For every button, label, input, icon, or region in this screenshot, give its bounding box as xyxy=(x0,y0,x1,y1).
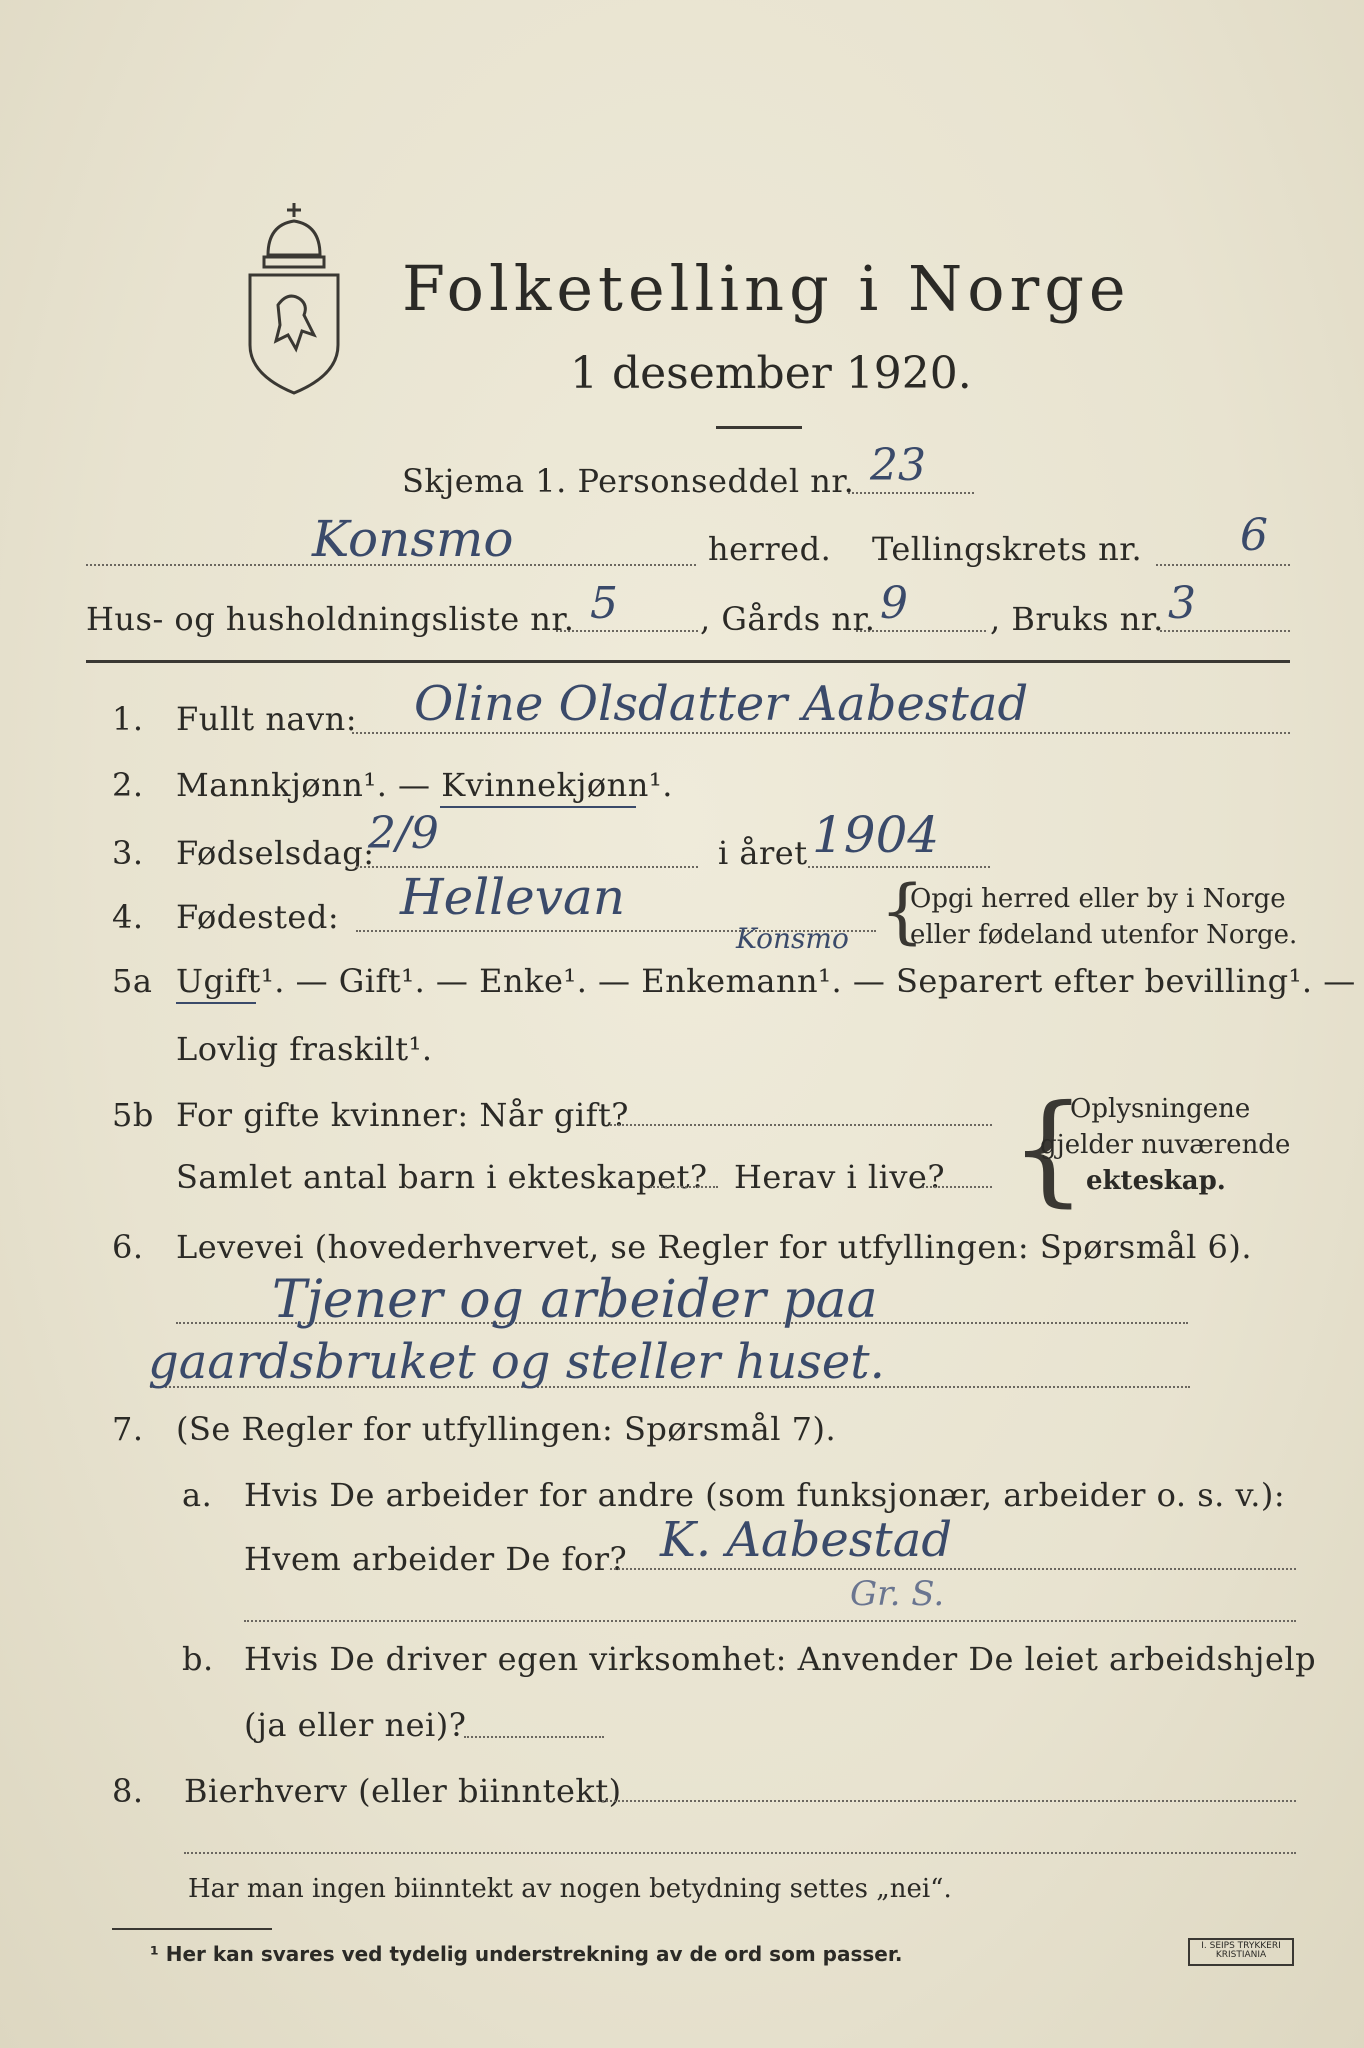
husholdningsliste-value[interactable]: 5 xyxy=(590,578,618,629)
q3-year-dotline xyxy=(808,866,990,868)
q5b-brace: { xyxy=(1010,1080,1087,1219)
q6-label: Levevei (hovederhvervet, se Regler for utfyllingen: Spørsmål 6). xyxy=(176,1228,1253,1266)
form-title: Folketelling i Norge xyxy=(402,252,1131,325)
q2-number: 2. xyxy=(112,766,144,804)
birthday-value[interactable]: 2/9 xyxy=(368,808,439,859)
footnote-divider xyxy=(112,1928,272,1930)
q5a-line1: Ugift¹. — Gift¹. — Enke¹. — Enkemann¹. — Separert efter bevilling¹. — xyxy=(176,962,1356,1000)
q7a-line1: Hvis De arbeider for andre (som funksjonær, arbeider o. s. v.): xyxy=(244,1476,1286,1514)
q8-number: 8. xyxy=(112,1772,144,1810)
husholdningsliste-label: Hus- og husholdningsliste nr. xyxy=(86,600,575,638)
gards-label: , Gårds nr. xyxy=(700,600,876,638)
tellingskrets-label: Tellingskrets nr. xyxy=(872,530,1143,568)
herred-value[interactable]: Konsmo xyxy=(312,510,514,568)
tellingskrets-dotline xyxy=(1156,564,1290,566)
q8-dotline2 xyxy=(184,1852,1296,1854)
q3-label: Fødselsdag: xyxy=(176,834,375,872)
q7b-line1: Hvis De driver egen virksomhet: Anvender De leiet arbeidshjelp xyxy=(244,1640,1317,1678)
q8-label: Bierhverv (eller biinntekt) xyxy=(184,1772,622,1810)
gards-dotline xyxy=(856,630,986,632)
header-divider xyxy=(86,660,1290,663)
q4-brace: { xyxy=(880,870,925,952)
bottom-note: Har man ingen biinntekt av nogen betydning settes „nei“. xyxy=(188,1874,952,1904)
q5b-live-dotline xyxy=(922,1186,992,1188)
tellingskrets-value[interactable]: 6 xyxy=(1240,510,1268,561)
q7b-dotline xyxy=(464,1736,604,1738)
q5b-line2a: Samlet antal barn i ekteskapet? xyxy=(176,1158,708,1196)
q5b-note2: gjelder nuværende xyxy=(1040,1130,1291,1160)
q6-number: 6. xyxy=(112,1228,144,1266)
q7a-line2: Hvem arbeider De for? xyxy=(244,1540,628,1578)
q5a-number: 5a xyxy=(112,962,153,1000)
occupation-value-line1[interactable]: Tjener og arbeider paa xyxy=(272,1270,878,1330)
skjema-label: Skjema 1. Personseddel nr. xyxy=(402,462,855,500)
q5a-line2: Lovlig fraskilt¹. xyxy=(176,1030,433,1068)
q5b-barn-dotline xyxy=(650,1186,718,1188)
title-divider xyxy=(716,426,802,429)
printer-stamp: I. SEIPS TRYKKERI KRISTIANIA xyxy=(1188,1938,1294,1966)
bruks-value[interactable]: 3 xyxy=(1168,578,1196,629)
q3-number: 3. xyxy=(112,834,144,872)
husholdningsliste-dotline xyxy=(556,630,698,632)
q7b-letter: b. xyxy=(182,1640,214,1678)
footnote: ¹ Her kan svares ved tydelig understrekning av de ord som passer. xyxy=(150,1942,903,1966)
bruks-label: , Bruks nr. xyxy=(990,600,1164,638)
q5b-note3: ekteskap. xyxy=(1086,1166,1226,1196)
gards-value[interactable]: 9 xyxy=(880,578,908,629)
q7a-letter: a. xyxy=(182,1476,213,1514)
birthplace-value[interactable]: Hellevan xyxy=(400,868,626,926)
employer-value[interactable]: K. Aabestad xyxy=(660,1512,953,1568)
q7a-dotline2 xyxy=(244,1620,1296,1622)
bruks-dotline xyxy=(1160,630,1290,632)
form-date: 1 desember 1920. xyxy=(570,348,972,399)
q1-number: 1. xyxy=(112,700,144,738)
coat-of-arms-icon xyxy=(238,195,350,395)
q3-year-label: i året xyxy=(718,834,808,872)
q4-note-line2: eller fødeland utenfor Norge. xyxy=(910,920,1298,950)
q1-dotline xyxy=(352,732,1290,734)
kvinnekjonn-underline xyxy=(440,806,636,808)
q7-label: (Se Regler for utfyllingen: Spørsmål 7). xyxy=(176,1410,837,1448)
q7a-dotline xyxy=(610,1568,1296,1570)
personseddel-value[interactable]: 23 xyxy=(870,440,926,491)
q8-dotline xyxy=(594,1800,1296,1802)
ugift-underline xyxy=(176,1002,256,1004)
occupation-value-line2[interactable]: gaardsbruket og steller huset. xyxy=(148,1334,885,1390)
q5b-number: 5b xyxy=(112,1096,154,1134)
birthyear-value[interactable]: 1904 xyxy=(812,806,940,864)
q4-note-line1: Opgi herred eller by i Norge xyxy=(910,884,1286,914)
q1-label: Fullt navn: xyxy=(176,700,357,738)
q4-number: 4. xyxy=(112,898,144,936)
herred-label: herred. xyxy=(708,530,832,568)
personseddel-dotline xyxy=(848,492,974,494)
q5b-gift-dotline xyxy=(610,1124,992,1126)
q5b-line2b: Herav i live? xyxy=(734,1158,946,1196)
employer-value2[interactable]: Gr. S. xyxy=(850,1574,945,1614)
q7b-line2: (ja eller nei)? xyxy=(244,1706,467,1744)
q7-number: 7. xyxy=(112,1410,144,1448)
birthplace-extra-value[interactable]: Konsmo xyxy=(736,922,849,955)
q5b-line1: For gifte kvinner: Når gift? xyxy=(176,1096,629,1134)
q4-label: Fødested: xyxy=(176,898,340,936)
q5b-note1: Oplysningene xyxy=(1070,1094,1251,1124)
full-name-value[interactable]: Oline Olsdatter Aabestad xyxy=(414,676,1029,732)
q2-label: Mannkjønn¹. — Kvinnekjønn¹. xyxy=(176,766,673,804)
